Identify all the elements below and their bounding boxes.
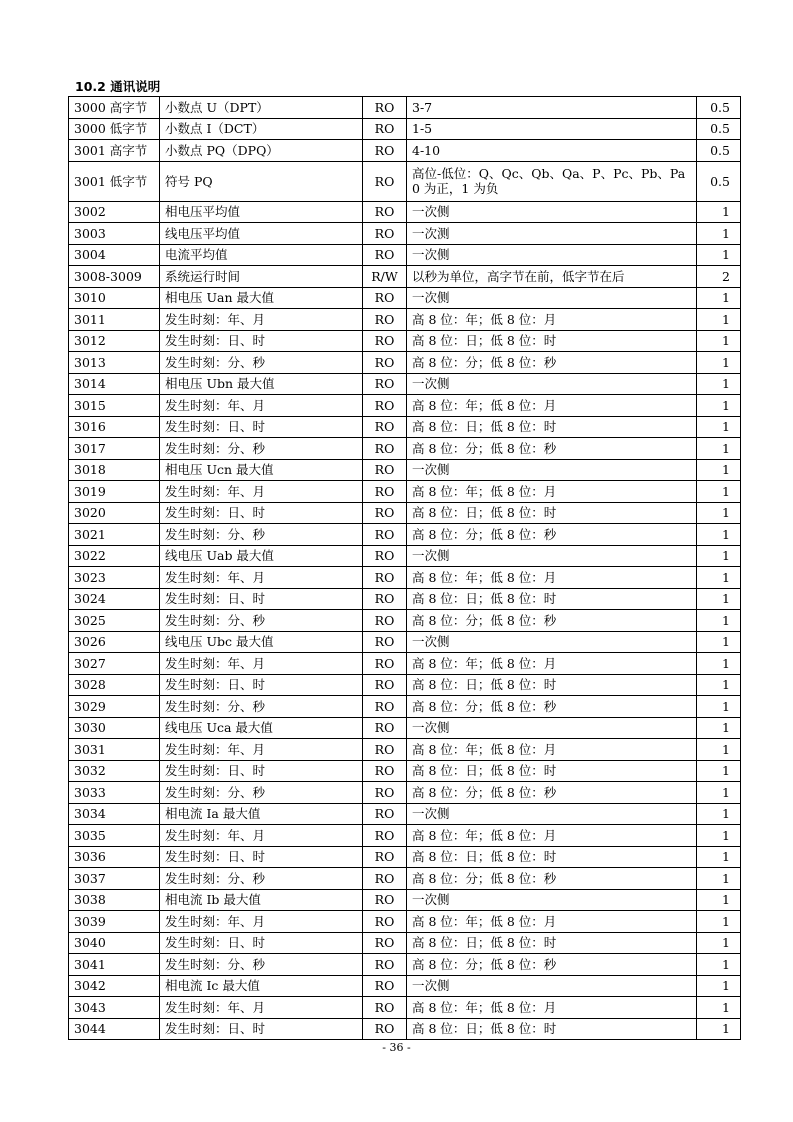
register-length: 1 (697, 911, 741, 933)
register-description: 一次侧 (407, 201, 697, 223)
register-table-body (69, 97, 741, 1040)
register-length: 1 (697, 416, 741, 438)
register-access: RO (363, 524, 407, 546)
register-address: 3000 高字节 (69, 97, 160, 119)
table-row (69, 309, 741, 331)
register-length: 1 (697, 395, 741, 417)
register-name: 发生时刻：分、秒 (160, 782, 363, 804)
register-access: RO (363, 846, 407, 868)
register-access: RO (363, 545, 407, 567)
register-address: 3004 (69, 244, 160, 266)
register-length: 1 (697, 846, 741, 868)
register-name: 线电压 Uca 最大值 (160, 717, 363, 739)
register-name: 小数点 PQ（DPQ） (160, 140, 363, 162)
register-address: 3010 (69, 287, 160, 309)
register-length: 1 (697, 631, 741, 653)
register-access: RO (363, 868, 407, 890)
register-address: 3003 (69, 223, 160, 245)
register-address: 3032 (69, 760, 160, 782)
register-name: 发生时刻：日、时 (160, 846, 363, 868)
table-row (69, 975, 741, 997)
register-description: 高 8 位：分；低 8 位：秒 (407, 782, 697, 804)
table-row (69, 97, 741, 119)
register-length: 1 (697, 352, 741, 374)
register-length: 1 (697, 545, 741, 567)
register-address: 3039 (69, 911, 160, 933)
register-description: 高 8 位：年；低 8 位：月 (407, 395, 697, 417)
register-access: RO (363, 459, 407, 481)
table-row (69, 674, 741, 696)
register-name: 发生时刻：分、秒 (160, 954, 363, 976)
register-name: 发生时刻：日、时 (160, 932, 363, 954)
register-name: 电流平均值 (160, 244, 363, 266)
register-name: 发生时刻：日、时 (160, 674, 363, 696)
register-length: 1 (697, 889, 741, 911)
register-access: RO (363, 631, 407, 653)
table-row (69, 459, 741, 481)
register-name: 发生时刻：分、秒 (160, 438, 363, 460)
register-access: R/W (363, 266, 407, 288)
register-access: RO (363, 287, 407, 309)
register-name: 发生时刻：日、时 (160, 588, 363, 610)
register-name: 发生时刻：分、秒 (160, 352, 363, 374)
register-length: 1 (697, 287, 741, 309)
table-row (69, 997, 741, 1019)
register-address: 3011 (69, 309, 160, 331)
register-description: 高 8 位：分；低 8 位：秒 (407, 696, 697, 718)
register-name: 发生时刻：日、时 (160, 416, 363, 438)
table-row (69, 846, 741, 868)
table-row (69, 782, 741, 804)
register-description: 高 8 位：年；低 8 位：月 (407, 911, 697, 933)
register-length: 1 (697, 739, 741, 761)
register-address: 3001 高字节 (69, 140, 160, 162)
register-description: 一次侧 (407, 373, 697, 395)
register-address: 3017 (69, 438, 160, 460)
register-description: 4-10 (407, 140, 697, 162)
register-length: 1 (697, 373, 741, 395)
table-row (69, 201, 741, 223)
register-description: 一次侧 (407, 545, 697, 567)
table-row (69, 395, 741, 417)
register-name: 相电流 Ic 最大值 (160, 975, 363, 997)
register-address: 3013 (69, 352, 160, 374)
register-length: 1 (697, 459, 741, 481)
register-name: 发生时刻：年、月 (160, 911, 363, 933)
register-address: 3033 (69, 782, 160, 804)
register-access: RO (363, 782, 407, 804)
register-access: RO (363, 825, 407, 847)
register-length: 1 (697, 653, 741, 675)
table-row (69, 330, 741, 352)
register-access: RO (363, 911, 407, 933)
table-row (69, 610, 741, 632)
register-description: 高 8 位：日；低 8 位：时 (407, 932, 697, 954)
register-address: 3012 (69, 330, 160, 352)
register-length: 0.5 (697, 97, 741, 119)
register-description: 3-7 (407, 97, 697, 119)
register-address: 3031 (69, 739, 160, 761)
register-access: RO (363, 588, 407, 610)
register-description: 高 8 位：年；低 8 位：月 (407, 825, 697, 847)
register-description: 高 8 位：日；低 8 位：时 (407, 674, 697, 696)
register-name: 发生时刻：日、时 (160, 330, 363, 352)
register-address: 3008-3009 (69, 266, 160, 288)
register-address: 3034 (69, 803, 160, 825)
register-length: 1 (697, 588, 741, 610)
register-address: 3036 (69, 846, 160, 868)
register-length: 1 (697, 610, 741, 632)
page-number: - 36 - (382, 1041, 411, 1054)
register-description: 高 8 位：分；低 8 位：秒 (407, 524, 697, 546)
table-row (69, 223, 741, 245)
register-access: RO (363, 118, 407, 140)
register-description: 高 8 位：分；低 8 位：秒 (407, 438, 697, 460)
register-access: RO (363, 438, 407, 460)
register-address: 3022 (69, 545, 160, 567)
register-access: RO (363, 610, 407, 632)
register-name: 发生时刻：年、月 (160, 395, 363, 417)
register-description: 一次侧 (407, 717, 697, 739)
section-title: 10.2 通讯说明 (75, 79, 161, 94)
register-address: 3002 (69, 201, 160, 223)
register-name: 发生时刻：分、秒 (160, 610, 363, 632)
register-address: 3037 (69, 868, 160, 890)
table-row (69, 739, 741, 761)
register-description: 高 8 位：年；低 8 位：月 (407, 739, 697, 761)
register-access: RO (363, 803, 407, 825)
register-address: 3044 (69, 1018, 160, 1040)
register-name: 系统运行时间 (160, 266, 363, 288)
register-length: 0.5 (697, 161, 741, 201)
register-access: RO (363, 309, 407, 331)
register-address: 3001 低字节 (69, 161, 160, 201)
register-address: 3028 (69, 674, 160, 696)
register-name: 发生时刻：年、月 (160, 825, 363, 847)
table-row (69, 1018, 741, 1040)
register-access: RO (363, 739, 407, 761)
table-row (69, 588, 741, 610)
table-row (69, 803, 741, 825)
register-access: RO (363, 760, 407, 782)
register-name: 发生时刻：年、月 (160, 653, 363, 675)
register-access: RO (363, 975, 407, 997)
table-row (69, 932, 741, 954)
register-description: 高 8 位：日；低 8 位：时 (407, 416, 697, 438)
table-row (69, 118, 741, 140)
register-length: 1 (697, 717, 741, 739)
table-row (69, 287, 741, 309)
table-row (69, 438, 741, 460)
register-length: 1 (697, 825, 741, 847)
register-name: 发生时刻：年、月 (160, 997, 363, 1019)
table-row (69, 545, 741, 567)
register-name: 线电压平均值 (160, 223, 363, 245)
table-row (69, 140, 741, 162)
register-access: RO (363, 330, 407, 352)
table-row (69, 373, 741, 395)
table-row (69, 524, 741, 546)
register-address: 3021 (69, 524, 160, 546)
register-length: 1 (697, 782, 741, 804)
register-description: 高 8 位：日；低 8 位：时 (407, 330, 697, 352)
table-row (69, 825, 741, 847)
register-name: 符号 PQ (160, 161, 363, 201)
register-name: 相电压 Uan 最大值 (160, 287, 363, 309)
register-length: 1 (697, 309, 741, 331)
register-address: 3025 (69, 610, 160, 632)
register-length: 1 (697, 330, 741, 352)
table-row (69, 954, 741, 976)
register-name: 相电压 Ubn 最大值 (160, 373, 363, 395)
register-address: 3000 低字节 (69, 118, 160, 140)
register-access: RO (363, 373, 407, 395)
table-row (69, 653, 741, 675)
register-address: 3026 (69, 631, 160, 653)
register-length: 1 (697, 954, 741, 976)
table-row (69, 416, 741, 438)
register-address: 3019 (69, 481, 160, 503)
register-table (68, 96, 741, 1040)
register-access: RO (363, 140, 407, 162)
register-description: 高 8 位：分；低 8 位：秒 (407, 868, 697, 890)
register-access: RO (363, 201, 407, 223)
register-length: 1 (697, 932, 741, 954)
register-description: 高 8 位：年；低 8 位：月 (407, 309, 697, 331)
register-access: RO (363, 567, 407, 589)
register-name: 发生时刻：分、秒 (160, 696, 363, 718)
register-access: RO (363, 352, 407, 374)
table-row (69, 911, 741, 933)
register-access: RO (363, 244, 407, 266)
register-length: 0.5 (697, 140, 741, 162)
register-address: 3038 (69, 889, 160, 911)
register-address: 3043 (69, 997, 160, 1019)
register-length: 1 (697, 760, 741, 782)
register-description: 高 8 位：分；低 8 位：秒 (407, 954, 697, 976)
register-description: 高 8 位：分；低 8 位：秒 (407, 352, 697, 374)
register-name: 发生时刻：日、时 (160, 502, 363, 524)
register-access: RO (363, 954, 407, 976)
register-access: RO (363, 674, 407, 696)
register-length: 1 (697, 438, 741, 460)
register-access: RO (363, 161, 407, 201)
register-description: 高 8 位：日；低 8 位：时 (407, 760, 697, 782)
register-length: 1 (697, 696, 741, 718)
register-description: 一次侧 (407, 889, 697, 911)
register-length: 1 (697, 997, 741, 1019)
table-row (69, 717, 741, 739)
register-name: 相电压 Ucn 最大值 (160, 459, 363, 481)
table-row (69, 696, 741, 718)
register-address: 3042 (69, 975, 160, 997)
register-name: 发生时刻：分、秒 (160, 868, 363, 890)
register-description: 一次侧 (407, 631, 697, 653)
register-access: RO (363, 997, 407, 1019)
register-length: 1 (697, 975, 741, 997)
register-description: 1-5 (407, 118, 697, 140)
register-address: 3018 (69, 459, 160, 481)
register-name: 小数点 U（DPT） (160, 97, 363, 119)
register-length: 1 (697, 674, 741, 696)
register-access: RO (363, 696, 407, 718)
register-description: 高 8 位：日；低 8 位：时 (407, 502, 697, 524)
register-description: 一次侧 (407, 975, 697, 997)
table-row (69, 760, 741, 782)
register-address: 3024 (69, 588, 160, 610)
register-name: 小数点 I（DCT） (160, 118, 363, 140)
register-description: 一次测 (407, 223, 697, 245)
register-access: RO (363, 653, 407, 675)
table-row (69, 631, 741, 653)
table-row (69, 868, 741, 890)
register-description: 高 8 位：年；低 8 位：月 (407, 997, 697, 1019)
table-row (69, 244, 741, 266)
register-length: 1 (697, 524, 741, 546)
register-length: 1 (697, 1018, 741, 1040)
register-description: 以秒为单位，高字节在前，低字节在后 (407, 266, 697, 288)
register-name: 发生时刻：年、月 (160, 739, 363, 761)
register-description: 高 8 位：日；低 8 位：时 (407, 846, 697, 868)
register-length: 0.5 (697, 118, 741, 140)
register-address: 3014 (69, 373, 160, 395)
register-description: 高 8 位：年；低 8 位：月 (407, 567, 697, 589)
register-length: 1 (697, 244, 741, 266)
table-row (69, 266, 741, 288)
register-name: 相电流 Ib 最大值 (160, 889, 363, 911)
table-row (69, 481, 741, 503)
register-name: 发生时刻：年、月 (160, 481, 363, 503)
register-name: 相电流 Ia 最大值 (160, 803, 363, 825)
register-access: RO (363, 481, 407, 503)
register-address: 3041 (69, 954, 160, 976)
table-row (69, 352, 741, 374)
register-description: 一次侧 (407, 287, 697, 309)
register-name: 相电压平均值 (160, 201, 363, 223)
register-length: 2 (697, 266, 741, 288)
register-description: 高 8 位：年；低 8 位：月 (407, 653, 697, 675)
table-row (69, 889, 741, 911)
register-description: 一次侧 (407, 459, 697, 481)
register-address: 3027 (69, 653, 160, 675)
register-description: 一次侧 (407, 244, 697, 266)
register-access: RO (363, 223, 407, 245)
register-name: 线电压 Ubc 最大值 (160, 631, 363, 653)
register-length: 1 (697, 803, 741, 825)
register-address: 3030 (69, 717, 160, 739)
register-length: 1 (697, 223, 741, 245)
register-access: RO (363, 1018, 407, 1040)
register-length: 1 (697, 868, 741, 890)
register-length: 1 (697, 567, 741, 589)
register-access: RO (363, 416, 407, 438)
register-length: 1 (697, 481, 741, 503)
register-access: RO (363, 889, 407, 911)
register-description: 高 8 位：分；低 8 位：秒 (407, 610, 697, 632)
register-description: 高 8 位：年；低 8 位：月 (407, 481, 697, 503)
register-address: 3016 (69, 416, 160, 438)
register-address: 3029 (69, 696, 160, 718)
table-row (69, 502, 741, 524)
register-description: 高 8 位：日；低 8 位：时 (407, 588, 697, 610)
register-length: 1 (697, 201, 741, 223)
register-address: 3040 (69, 932, 160, 954)
register-description: 高位-低位：Q、Qc、Qb、Qa、P、Pc、Pb、Pa 0 为正，1 为负 (407, 161, 697, 201)
register-address: 3023 (69, 567, 160, 589)
register-access: RO (363, 717, 407, 739)
register-address: 3020 (69, 502, 160, 524)
register-address: 3035 (69, 825, 160, 847)
register-description: 高 8 位：日；低 8 位：时 (407, 1018, 697, 1040)
register-name: 发生时刻：日、时 (160, 1018, 363, 1040)
register-access: RO (363, 395, 407, 417)
register-description: 一次侧 (407, 803, 697, 825)
register-access: RO (363, 932, 407, 954)
register-name: 线电压 Uab 最大值 (160, 545, 363, 567)
register-name: 发生时刻：分、秒 (160, 524, 363, 546)
register-address: 3015 (69, 395, 160, 417)
table-row (69, 161, 741, 201)
register-access: RO (363, 502, 407, 524)
register-name: 发生时刻：年、月 (160, 567, 363, 589)
register-access: RO (363, 97, 407, 119)
table-row (69, 567, 741, 589)
register-length: 1 (697, 502, 741, 524)
register-name: 发生时刻：日、时 (160, 760, 363, 782)
register-name: 发生时刻：年、月 (160, 309, 363, 331)
